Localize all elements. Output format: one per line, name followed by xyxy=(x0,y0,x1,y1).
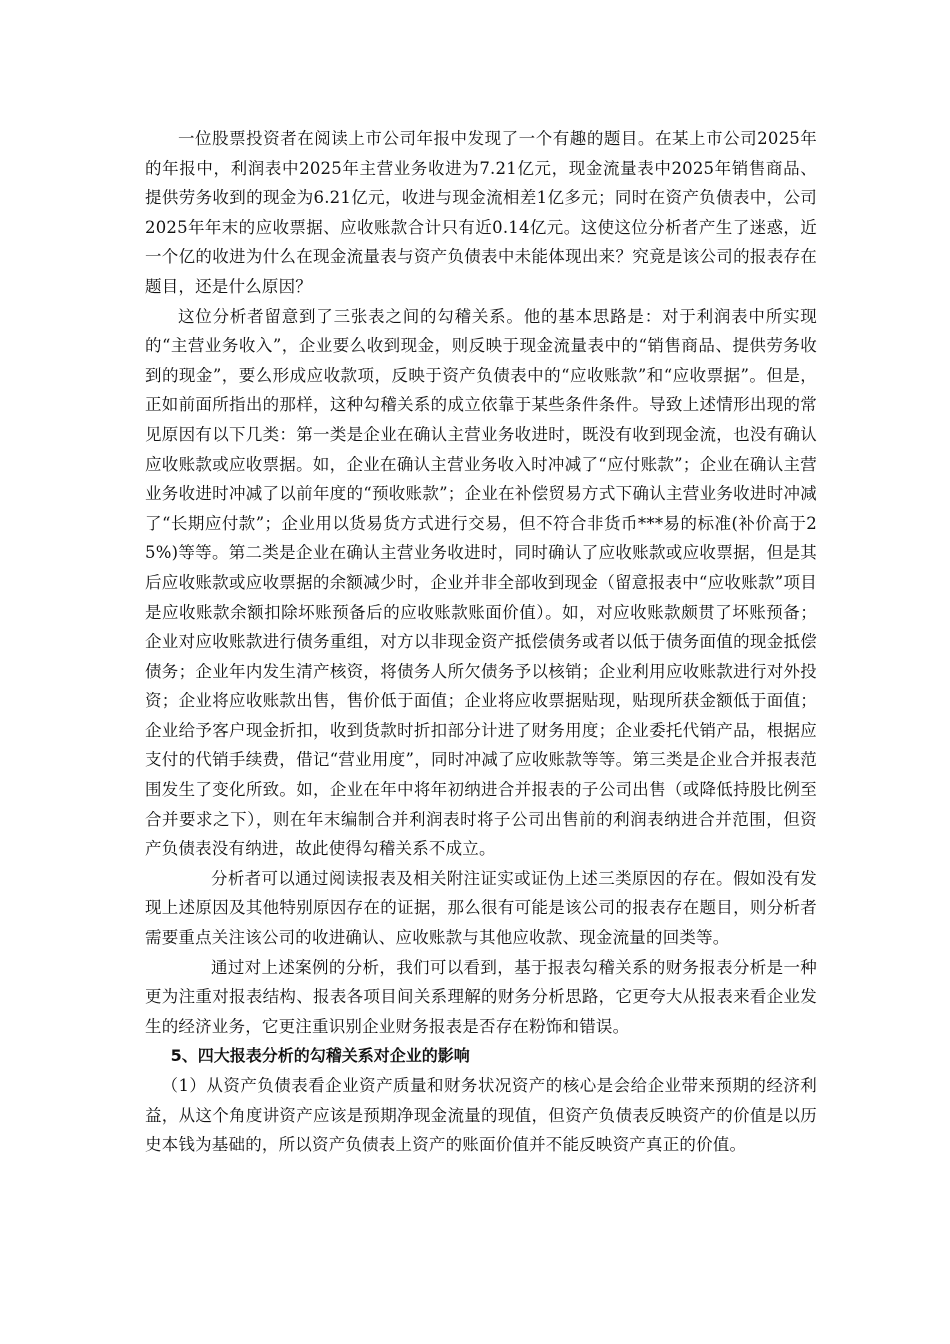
paragraph-case-intro: 一位股票投资者在阅读上市公司年报中发现了一个有趣的题目。在某上市公司2025年的年报中，利润表中2025年主营业务收进为7.21亿元，现金流量表中2025年销售商品、提供劳务收到的现金为6.21亿元，收进与现金流相差1亿多元；同时在资产负债表中，公司2025年年末的应收票据、应收账款合计只有近0.14亿元。这使这位分析者产生了迷惑，近一个亿的收进为什么在现金流量表与资产负债表中未能体现出来？究竟是该公司的报表存在题目，还是什么原因？ xyxy=(145,129,817,296)
paragraph-balance-sheet: （1）从资产负债表看企业资产质量和财务状况资产的核心是会给企业带来预期的经济利益，从这个角度讲资产应该是预期净现金流量的现值，但资产负债表反映资产的价值是以历史本钱为基础的，所以资产负债表上资产的账面价值并不能反映资产真正的价值。 xyxy=(145,1076,817,1155)
section-heading: 5、四大报表分析的勾稽关系对企业的影响 xyxy=(170,1046,470,1066)
paragraph-verification: 分析者可以通过阅读报表及相关附注证实或证伪上述三类原因的存在。假如没有发现上述原因及其他特别原因存在的证据，那么很有可能是该公司的报表存在题目，则分析者需要重点关注该公司的收进确认、应收账款与其他应收款、现金流量的回类等。 xyxy=(145,868,817,948)
paragraph-analysis: 这位分析者留意到了三张表之间的勾稽关系。他的基本思路是：对于利润表中所实现的“主营业务收入”，企业要么收到现金，则反映于现金流量表中的“销售商品、提供劳务收到的现金”，要么形成应收款项，反映于资产负债表中的“应收账款”和“应收票据”。但是，正如前面所指出的那样，这种勾稽关系的成立依靠于某些条件条件。导致上述情形出现的常见原因有以下几类：第一类是企业在确认主营业务收进时，既没有收到现金流，也没有确认应收账款或应收票据。如，企业在确认主营业务收入时冲减了“应付账款”；企业在确认主营业务收进时冲减了以前年度的“预收账款”；企业在补偿贸易方式下确认主营业务收进时冲减了“长期应付款”；企业用以货易货方式进行交易，但不符合非货币***易的标准(补价高于25%)等等。第二类是企业在确认主营业务收进时，同时确认了应收账款或应收票据，但是其后应收账款或应收票据的余额减少时，企业并非全部收到现金（留意报表中“应收账款”项目是应收账款余额扣除坏账预备后的应收账款账面价值）。如，对应收账款颇贯了坏账预备；企业对应收账款进行债务重组，对方以非现金资产抵偿债务或者以低于债务面值的现金抵偿债务；企业年内发生清产核资，将债务人所欠债务予以核销；企业利用应收账款进行对外投资；企业将应收账款出售，售价低于面值；企业将应收票据贴现，贴现所获金额低于面值；企业给予客户现金折扣，收到货款时折扣部分计进了财务用度；企业委托代销产品，根据应支付的代销手续费，借记“营业用度”，同时冲减了应收账款等等。第三类是企业合并报表范围发生了变化所致。如，企业在年中将年初纳进合并报表的子公司出售（或降低持股比例至合并要求之下），则在年末编制合并利润表时将子公司出售前的利润表纳进合并范围，但资产负债表没有纳进，故此使得勾稽关系不成立。 xyxy=(145,306,817,859)
paragraph-conclusion: 通过对上述案例的分析，我们可以看到，基于报表勾稽关系的财务报表分析是一种更为注重对报表结构、报表各项目间关系理解的财务分析思路，它更夸大从报表来看企业发生的经济业务，它更注重识别企业财务报表是否存在粉饰和错误。 xyxy=(145,957,817,1036)
document-page xyxy=(145,120,817,1160)
